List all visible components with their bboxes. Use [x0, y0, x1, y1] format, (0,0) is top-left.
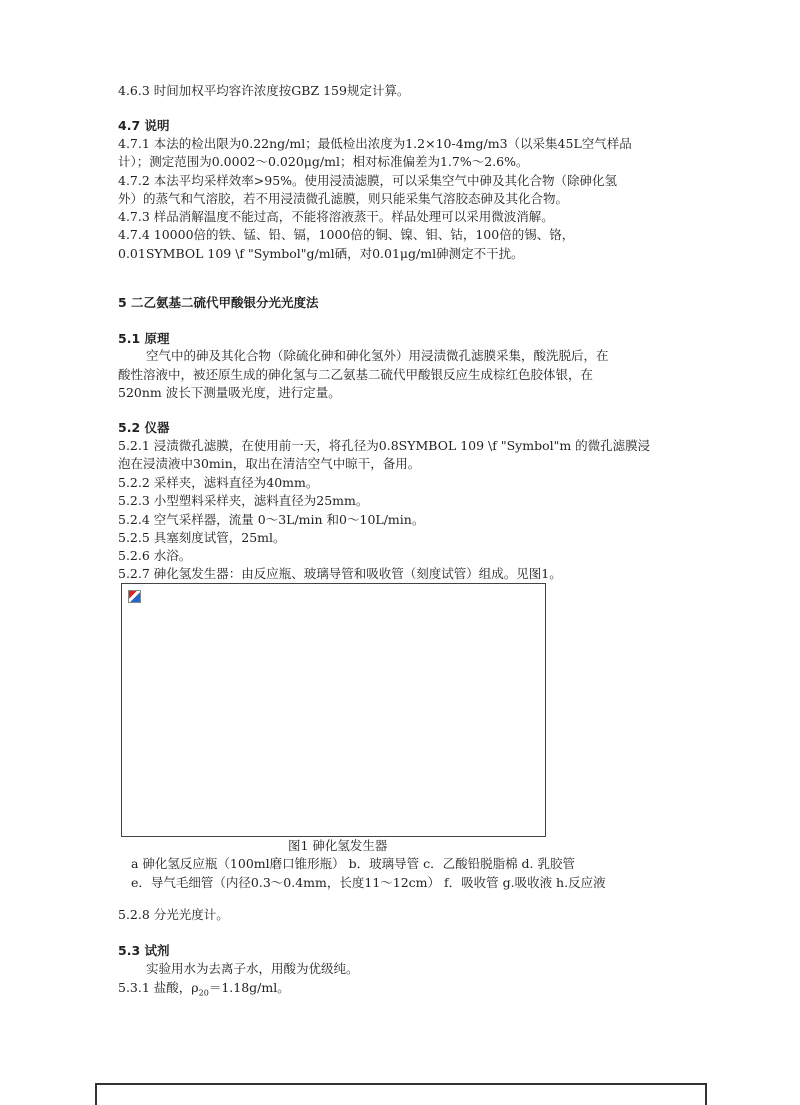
text-line: 5.2.7 砷化氢发生器：由反应瓶、玻璃导管和吸收管（刻度试管）组成。见图1。: [118, 566, 562, 581]
text-line: 5.2.5 具塞刻度试管，25ml。: [118, 530, 286, 545]
text-line: 外）的蒸气和气溶胶，若不用浸渍微孔滤膜，则只能采集气溶胶态砷及其化合物。: [118, 191, 569, 206]
broken-image-icon: [128, 590, 141, 603]
footer-box: [95, 1083, 707, 1105]
text-line: 5.2.3 小型塑料采样夹，滤料直径为25mm。: [118, 493, 369, 508]
section-heading: 5.1 原理: [118, 331, 170, 346]
figure-caption: 图1 砷化氢发生器: [288, 838, 388, 853]
section-heading: 5.3 试剂: [118, 943, 170, 958]
text: ＝1.18g/ml。: [208, 980, 290, 995]
text-line: 4.7.3 样品消解温度不能过高，不能将溶液蒸干。样品处理可以采用微波消解。: [118, 209, 554, 224]
text-line: 4.7.4 10000倍的铁、锰、铅、镉，1000倍的铜、镍、钼、钴，100倍的锡、铬，: [118, 227, 575, 242]
text-line: 5.2.4 空气采样器，流量 0～3L/min 和0～10L/min。: [118, 512, 425, 527]
figure-legend: a 砷化氢反应瓶（100ml磨口锥形瓶） b．玻璃导管 c．乙酸铅脱脂棉 d. 乳胶管: [131, 856, 576, 871]
subscript: 20: [198, 988, 209, 998]
chapter-heading: 5 二乙氨基二硫代甲酸银分光光度法: [118, 295, 319, 310]
section-heading: 4.7 说明: [118, 118, 170, 133]
figure-legend: e．导气毛细管（内径0.3～0.4mm，长度11～12cm） f．吸收管 g.吸收液 h.反应液: [131, 875, 606, 890]
text-line: 4.7.1 本法的检出限为0.22ng/ml；最低检出浓度为1.2×10-4mg/m3（以采集45L空气样品: [118, 136, 632, 151]
text-line: 5.2.8 分光光度计。: [118, 907, 229, 922]
text-line: 空气中的砷及其化合物（除硫化砷和砷化氢外）用浸渍微孔滤膜采集，酸洗脱后，在: [146, 348, 609, 363]
text-line: 0.01SYMBOL 109 \f "Symbol"g/ml硒，对0.01μg/ml砷测定不干扰。: [118, 246, 524, 261]
text-line: 泡在浸渍液中30min，取出在清洁空气中晾干，备用。: [118, 456, 421, 471]
text-line: 5.2.2 采样夹，滤料直径为40mm。: [118, 475, 319, 490]
text-line: [118, 980, 290, 1002]
text-line: 520nm 波长下测量吸光度，进行定量。: [118, 385, 341, 400]
text-line: 计）；测定范围为0.0002～0.020μg/ml；相对标准偏差为1.7%～2.6%。: [118, 154, 529, 169]
text-line: 4.6.3 时间加权平均容许浓度按GBZ 159规定计算。: [118, 83, 410, 98]
text-line: 5.2.1 浸渍微孔滤膜，在使用前一天，将孔径为0.8SYMBOL 109 \f "Symbol"m 的微孔滤膜浸: [118, 438, 651, 453]
text-line: 实验用水为去离子水，用酸为优级纯。: [146, 961, 359, 976]
text-line: 5.2.6 水浴。: [118, 548, 192, 563]
section-heading: 5.2 仪器: [118, 420, 170, 435]
figure-placeholder: [121, 583, 546, 837]
text: 5.3.1 盐酸，ρ: [118, 980, 199, 995]
text-line: 酸性溶液中，被还原生成的砷化氢与二乙氨基二硫代甲酸银反应生成棕红色胶体银，在: [118, 367, 594, 382]
text-line: 4.7.2 本法平均采样效率>95%。使用浸渍滤膜，可以采集空气中砷及其化合物（除砷化氢: [118, 173, 618, 188]
